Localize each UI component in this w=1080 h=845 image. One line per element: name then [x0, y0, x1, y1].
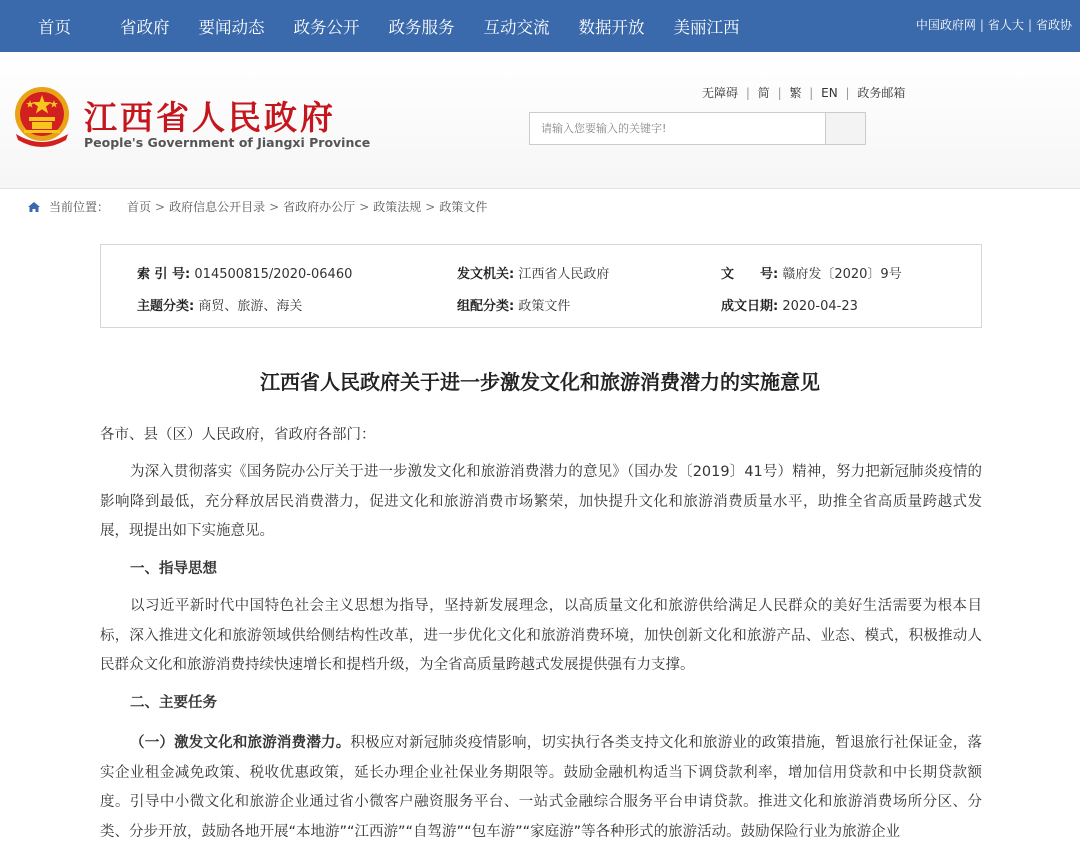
- nav-item-news[interactable]: 要闻动态: [198, 18, 265, 37]
- nav-item-beautiful-jiangxi[interactable]: 美丽江西: [673, 18, 740, 37]
- nav-item-home[interactable]: 首页: [38, 18, 71, 37]
- home-icon: [27, 201, 41, 213]
- topic-category-label: 主题分类:: [137, 299, 195, 314]
- task-1-text: 积极应对新冠肺炎疫情影响，切实执行各类支持文化和旅游业的政策措施，暂退旅行社保证金，落实企业租金减免政策、税收优惠政策，延长办理企业社保业务期限等。鼓励金融机构适当下调贷款利率，增加信用贷款和中长期贷款额度。引导中小微文化和旅游企业通过省小微客户融资服务平台、一站式金融综合服务平台申请贷款。推进文化和旅游消费场所分区、分类、分步开放，鼓励各地开展“本地游”“江西游”“自驾游”“包车游”“家庭游”等各种形式的旅游活动。鼓励保险行业为旅游企业: [100, 735, 983, 840]
- national-emblem-icon: [10, 84, 74, 152]
- search-input[interactable]: [530, 113, 825, 144]
- task-1-heading: （一）激发文化和旅游消费潜力。: [130, 734, 351, 751]
- nav-item-government[interactable]: 省政府: [120, 18, 170, 37]
- breadcrumb-general-office[interactable]: 省政府办公厅: [283, 200, 356, 214]
- divider: |: [845, 86, 850, 100]
- nav-item-disclosure[interactable]: 政务公开: [293, 18, 360, 37]
- breadcrumb-lead: 当前位置：: [49, 200, 110, 214]
- link-china-gov[interactable]: 中国政府网: [915, 18, 976, 32]
- written-date-label: 成文日期:: [721, 299, 779, 314]
- breadcrumb-home[interactable]: 首页: [127, 200, 152, 214]
- breadcrumb-policy-documents[interactable]: 政策文件: [439, 200, 488, 214]
- divider: |: [809, 86, 814, 100]
- breadcrumb-policy-regulations[interactable]: 政策法规: [373, 200, 422, 214]
- nav-item-services[interactable]: 政务服务: [388, 18, 455, 37]
- chevron-right-icon: >: [269, 199, 280, 214]
- written-date: [721, 295, 858, 314]
- doc-category-label: 组配分类:: [457, 299, 515, 314]
- paragraph-guiding-ideology: 以习近平新时代中国特色社会主义思想为指导，坚持新发展理念，以高质量文化和旅游供给满足人民群众的美好生活需要为根本目标，深入推进文化和旅游领域供给侧结构性改革，进一步优化文化和旅游消费环境，加快创新文化和旅游产品、业态、模式，积极推动人民群众文化和旅游消费持续快速增长和提档升级，为全省高质量跨越式发展提供强有力支撑。: [100, 598, 982, 673]
- divider: |: [777, 86, 782, 100]
- search-button[interactable]: [825, 113, 865, 144]
- divider: |: [979, 17, 984, 32]
- divider: |: [745, 86, 750, 100]
- document-number-value: 赣府发〔2020〕9号: [782, 267, 902, 282]
- doc-category: [457, 295, 570, 314]
- doc-category-value: 政策文件: [518, 299, 571, 314]
- divider: |: [1027, 17, 1032, 32]
- header-tools: [702, 84, 905, 101]
- simplified-chinese-link[interactable]: 简: [757, 86, 770, 100]
- link-provincial-congress[interactable]: 省人大: [987, 18, 1024, 32]
- site-header: [0, 52, 1080, 189]
- top-nav: [0, 0, 1080, 52]
- breadcrumb: [27, 198, 487, 215]
- nav-items: [0, 0, 769, 52]
- index-number-label: 索 引 号:: [137, 267, 191, 282]
- paragraph-intro: 为深入贯彻落实《国务院办公厅关于进一步激发文化和旅游消费潜力的意见》（国办发〔2019〕41号）精神，努力把新冠肺炎疫情的影响降到最低，充分释放居民消费潜力，促进文化和旅游消费市场繁荣，加快提升文化和旅游消费质量水平，助推全省高质量跨越式发展，现提出如下实施意见。: [100, 464, 982, 539]
- chevron-right-icon: >: [155, 199, 166, 214]
- chevron-right-icon: >: [359, 199, 370, 214]
- english-link[interactable]: EN: [821, 86, 838, 100]
- article-title: 江西省人民政府关于进一步激发文化和旅游消费潜力的实施意见: [260, 370, 820, 394]
- breadcrumb-info-catalog[interactable]: 政府信息公开目录: [169, 200, 266, 214]
- issuing-agency-value: 江西省人民政府: [518, 267, 610, 282]
- site-subtitle: People's Government of Jiangxi Province: [84, 135, 371, 150]
- external-links: [916, 16, 1072, 33]
- nav-item-interaction[interactable]: 互动交流: [483, 18, 550, 37]
- issuing-agency-label: 发文机关:: [457, 267, 515, 282]
- document-number-label: 文 号:: [721, 267, 779, 282]
- nav-item-open-data[interactable]: 数据开放: [578, 18, 645, 37]
- paragraph-task-1: [100, 728, 982, 845]
- traditional-chinese-link[interactable]: 繁: [789, 86, 802, 100]
- search-box: [529, 112, 866, 145]
- chevron-right-icon: >: [425, 199, 436, 214]
- gov-mail-link[interactable]: 政务邮箱: [857, 86, 906, 100]
- written-date-value: 2020-04-23: [782, 299, 858, 314]
- document-number: [721, 263, 902, 282]
- index-number: [137, 263, 352, 282]
- index-number-value: 014500815/2020-06460: [194, 267, 353, 282]
- document-metadata: [100, 244, 982, 328]
- site-title: 江西省人民政府: [84, 98, 336, 137]
- topic-category-value: 商贸、旅游、海关: [198, 299, 303, 314]
- topic-category: [137, 295, 302, 314]
- salutation: 各市、县（区）人民政府，省政府各部门：: [100, 427, 376, 443]
- accessibility-link[interactable]: 无障碍: [702, 86, 739, 100]
- issuing-agency: [457, 263, 609, 282]
- link-provincial-cppcc[interactable]: 省政协: [1035, 18, 1072, 32]
- section-heading-main-tasks: 二、主要任务: [130, 695, 217, 711]
- section-heading-guiding-ideology: 一、指导思想: [130, 561, 217, 577]
